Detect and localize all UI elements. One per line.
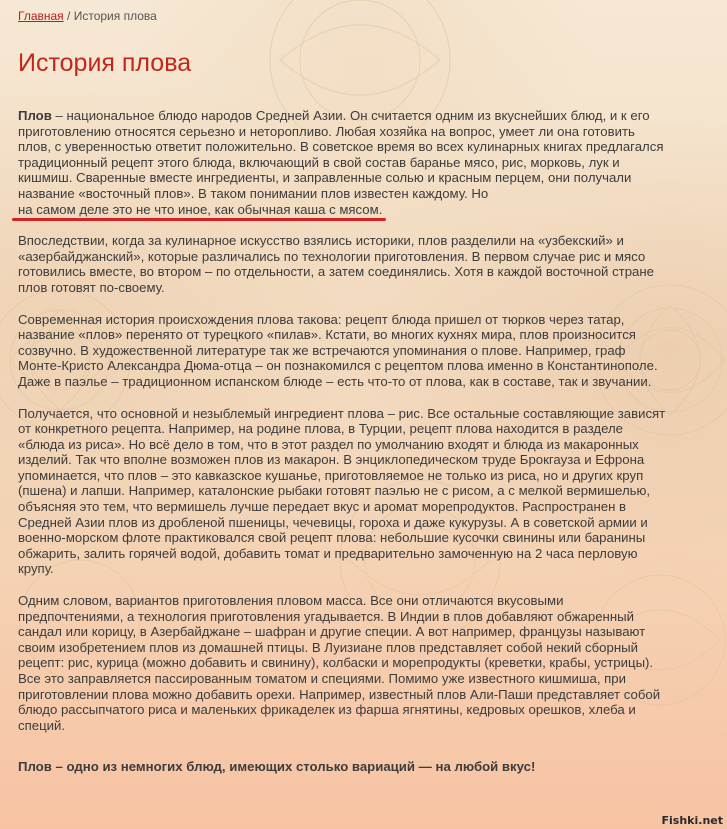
paragraph-1-lead: Плов: [18, 108, 52, 123]
paragraph-5: Одним словом, вариантов приготовления пловом масса. Все они отличаются вкусовыми предпочтениями, а технология приготовления угадывается. В Индии в плов добавляют обжаренный сандал или корицу, в Азербайджане – шафран и другие специи. А вот например, французы называют своим изобретением плов из домашней птицы. В Луизиане плов представляет собой некий сборный рецепт: рис, курица (можно добавить и свинину), колбаски и морепродукты (креветки, крабы, устрицы). Все это заправляется пассированным томатом и специями. Помимо уже известного кишмиша, при приготовлении плова можно добавить орехи. Например, известный плов Али-Паши представляет собой блюдо рассыпчатого риса и маленьких фрикаделек из фарша ягнятины, кедровых орешков, хлеба и специй.: [18, 593, 661, 733]
breadcrumb-current: История плова: [73, 9, 157, 23]
closing-statement: Плов – одно из немногих блюд, имеющих столько вариаций — на любой вкус!: [18, 759, 536, 775]
paragraph-3: Современная история происхождения плова такова: рецепт блюда пришел от тюрков через татар, название «плов» перенято от турецкого «пилав». Кстати, во многих кухнях мира, плов произносится созвучно. В художественной литературе так же встречаются упоминания о плове. Например, граф Монте-Кристо Александра Дюма-отца – он познакомился с рецептом плова именно в Константинополе. Даже в паэлье – традиционном испанском блюде – есть что-то от плова, как в составе, так и звучании.: [18, 311, 658, 389]
paragraph-1: [18, 108, 670, 217]
paragraph-2: Впоследствии, когда за кулинарное искусство взялись историки, плов разделили на «узбекский» и «азербайджанский», которые различались по технологии приготовления. В первом случае рис и мясо готовились вместе, во втором – по отдельности, а затем соединялись. Хотя в каждой восточной стране плов готовят по-своему.: [18, 233, 654, 295]
page-content: [18, 8, 670, 775]
paragraph-1-text: – национальное блюдо народов Средней Азии. Он считается одним из вкуснейших блюд, и к его приготовлению относятся серьезно и неторопливо. Любая хозяйка на вопрос, умеет ли она готовить плов, с уверенностью ответит положительно. В советское время во всех кулинарных книгах предлагался традиционный рецепт этого блюда, включающий в свой состав баранье мясо, рис, морковь, лук и кишмиш. Сваренные вместе ингредиенты, и заправленные солью и красным перцем, они получали название «восточный плов». В таком понимании плов известен каждому. Но: [18, 108, 664, 201]
article-body: [18, 108, 670, 775]
page-title: История плова: [18, 49, 192, 77]
breadcrumb: [18, 8, 670, 24]
watermark-logo: Fishki.net: [661, 814, 723, 827]
breadcrumb-separator: /: [63, 9, 74, 23]
breadcrumb-home-link[interactable]: Главная: [18, 9, 64, 23]
underlined-highlight: на самом деле это не что иное, как обычная каша с мясом.: [18, 201, 383, 217]
paragraph-4: Получается, что основной и незыблемый ингредиент плова – рис. Все остальные составляющие зависят от конкретного рецепта. Например, на родине плова, в Турции, рецепт плова находится в разделе «блюда из риса». Но всё дело в том, что в этот раздел по умолчанию входят и блюда из макаронных изделий. Так что вполне возможен плов из макарон. В энциклопедическом труде Брокгауза и Ефрона упоминается, что плов – это кавказское кушанье, приготовляемое не только из риса, но и других круп (пшена) и лапши. Например, каталонские рыбаки готовят паэлью не с рисом, а с мелкой вермишелью, объясняя это тем, что вермишель лучше передает вкус и аромат морепродуктов. Распространен в Средней Азии плов из дробленой пшеницы, чечевицы, гороха и даже кукурузы. А в советской армии и военно-морском флоте практиковался свой рецепт плова: небольшие кусочки свинины или баранины обжарить, залить горячей водой, добавить томат и предварительно замоченную на 2 часа перловую крупу.: [18, 405, 666, 577]
